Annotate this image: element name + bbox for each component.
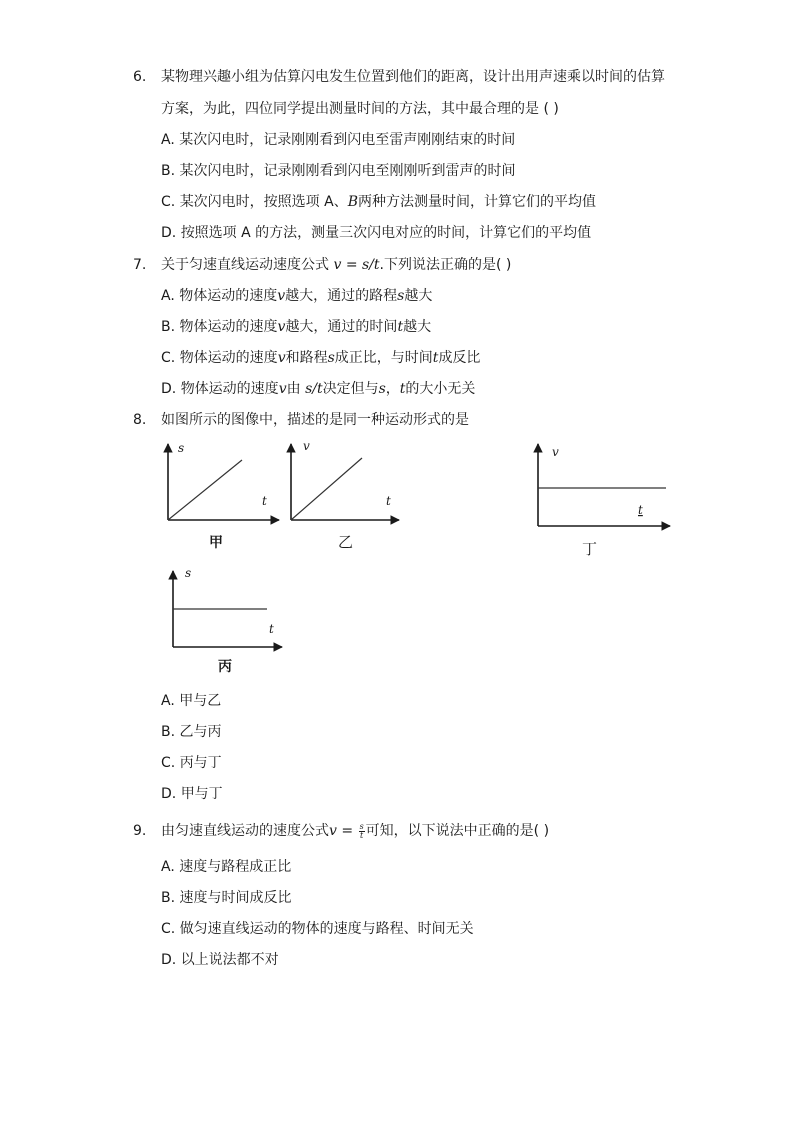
- y-axis-label: v: [303, 439, 310, 453]
- question-6-stem-line2: 方案，为此，四位同学提出测量时间的方法，其中最合理的是 ( ): [161, 101, 559, 117]
- option-label: B.: [161, 890, 176, 906]
- question-9-option-a[interactable]: [161, 858, 291, 876]
- option-label: B.: [161, 319, 176, 335]
- option-var: t: [397, 319, 404, 335]
- question-8-number: 8.: [133, 412, 147, 428]
- option-var: B: [347, 194, 359, 210]
- stem-formula: v = s/t: [333, 257, 380, 273]
- question-6-option-b[interactable]: [161, 162, 516, 180]
- question-8-stem: 如图所示的图像中，描述的是同一种运动形式的是: [161, 412, 469, 428]
- x-axis-label: t: [386, 494, 391, 508]
- option-text: 物体运动的速度: [179, 288, 278, 304]
- question-7-stem: [161, 256, 511, 274]
- option-text: 以上说法都不对: [180, 952, 279, 968]
- option-var: s: [397, 288, 405, 304]
- option-text: 某次闪电时，记录刚刚看到闪电至雷声刚刚结束的时间: [179, 132, 516, 148]
- option-text: 乙与丙: [179, 724, 222, 740]
- option-text: 越大，通过的路程: [285, 288, 398, 304]
- question-9-number: 9.: [133, 823, 147, 839]
- graph-caption: 丁: [582, 540, 598, 558]
- question-8-option-c[interactable]: [161, 754, 222, 772]
- graph-bing: [160, 565, 285, 675]
- stem-var: v: [329, 823, 337, 839]
- question-7-number: 7.: [133, 257, 147, 273]
- option-text: 丙与丁: [179, 755, 222, 771]
- stem-text: 可知，以下说法中正确的是( ): [365, 823, 550, 839]
- option-text: 物体运动的速度: [180, 381, 279, 397]
- graph-ding: [524, 438, 674, 563]
- stem-fraction: [359, 823, 365, 840]
- question-6-option-c[interactable]: [161, 193, 596, 211]
- option-text: 某次闪电时，记录刚刚看到闪电至刚刚听到雷声的时间: [179, 163, 516, 179]
- question-6-option-a[interactable]: [161, 131, 515, 149]
- stem-text: 由匀速直线运动的速度公式: [161, 823, 329, 839]
- option-text: 两种方法测量时间，计算它们的平均值: [358, 194, 597, 210]
- option-label: C.: [161, 755, 176, 771]
- graph-yi: [278, 438, 408, 553]
- question-7-option-d[interactable]: [161, 380, 475, 398]
- fraction-denominator: t: [360, 830, 364, 840]
- option-text: 和路程: [285, 350, 328, 366]
- option-var: s: [378, 381, 386, 397]
- option-text: 成反比: [438, 350, 481, 366]
- option-text: 物体运动的速度: [179, 350, 278, 366]
- question-6-option-d[interactable]: [161, 224, 591, 242]
- option-text: 按照选项 A 的方法，测量三次闪电对应的时间，计算它们的平均值: [180, 225, 592, 241]
- stem-text: 关于匀速直线运动速度公式: [161, 257, 334, 273]
- option-label: A.: [161, 288, 175, 304]
- option-text: 速度与路程成正比: [179, 859, 292, 875]
- option-label: C.: [161, 350, 176, 366]
- option-label: C.: [161, 194, 176, 210]
- question-7-option-a[interactable]: [161, 287, 432, 305]
- option-label: B.: [161, 724, 176, 740]
- stem-eq: =: [336, 823, 358, 839]
- option-label: C.: [161, 921, 176, 937]
- stem-text: .下列说法正确的是( ): [379, 257, 512, 273]
- option-var: t: [399, 381, 406, 397]
- option-text: 成正比，与时间: [334, 350, 433, 366]
- option-label: A.: [161, 132, 175, 148]
- option-text: 甲与乙: [179, 693, 222, 709]
- question-6-stem-line1: 某物理兴趣小组为估算闪电发生位置到他们的距离，设计出用声速乘以时间的估算: [161, 69, 665, 85]
- x-axis-label: t: [262, 494, 267, 508]
- option-var: v: [277, 319, 286, 335]
- fraction-numerator: s: [359, 821, 364, 831]
- option-text: 的大小无关: [405, 381, 476, 397]
- rising-line: [168, 460, 242, 520]
- option-text: ，: [385, 381, 400, 397]
- option-label: D.: [161, 786, 177, 802]
- option-text: 甲与丁: [180, 786, 223, 802]
- question-8-option-b[interactable]: [161, 723, 222, 741]
- question-9-option-d[interactable]: [161, 951, 279, 969]
- x-axis-label: t: [638, 503, 643, 517]
- question-6-number: 6.: [133, 69, 147, 85]
- option-label: D.: [161, 381, 177, 397]
- rising-line: [291, 458, 362, 520]
- graph-caption: 甲: [209, 535, 223, 551]
- option-text: 决定但与: [322, 381, 379, 397]
- option-var: t: [432, 350, 439, 366]
- option-var: v: [278, 381, 287, 397]
- question-8-option-a[interactable]: [161, 692, 221, 710]
- option-text: 速度与时间成反比: [179, 890, 292, 906]
- option-text: 某次闪电时，按照选项 A、: [179, 194, 348, 210]
- question-7-option-b[interactable]: [161, 318, 431, 336]
- option-text: 越大，通过的时间: [285, 319, 398, 335]
- question-7-option-c[interactable]: [161, 349, 480, 367]
- x-axis-label: t: [269, 622, 274, 636]
- y-axis-label: v: [552, 445, 559, 459]
- question-9-stem: [161, 822, 549, 840]
- option-var: s: [327, 350, 335, 366]
- graph-caption: 丙: [218, 659, 232, 675]
- option-text: 由: [286, 381, 306, 397]
- option-label: A.: [161, 859, 175, 875]
- graph-jia: [155, 438, 285, 553]
- question-8-option-d[interactable]: [161, 785, 223, 803]
- option-var: s/t: [305, 381, 323, 397]
- option-label: B.: [161, 163, 176, 179]
- option-label: A.: [161, 693, 175, 709]
- option-text: 越大: [403, 319, 432, 335]
- y-axis-label: s: [185, 566, 192, 580]
- question-9-option-b[interactable]: [161, 889, 292, 907]
- option-text: 做匀速直线运动的物体的速度与路程、时间无关: [179, 921, 474, 937]
- option-label: D.: [161, 952, 177, 968]
- option-var: v: [277, 350, 286, 366]
- graph-caption: 乙: [338, 533, 354, 551]
- option-label: D.: [161, 225, 177, 241]
- option-text: 越大: [404, 288, 433, 304]
- option-var: v: [277, 288, 286, 304]
- y-axis-label: s: [178, 441, 185, 455]
- option-text: 物体运动的速度: [179, 319, 278, 335]
- question-9-option-c[interactable]: [161, 920, 474, 938]
